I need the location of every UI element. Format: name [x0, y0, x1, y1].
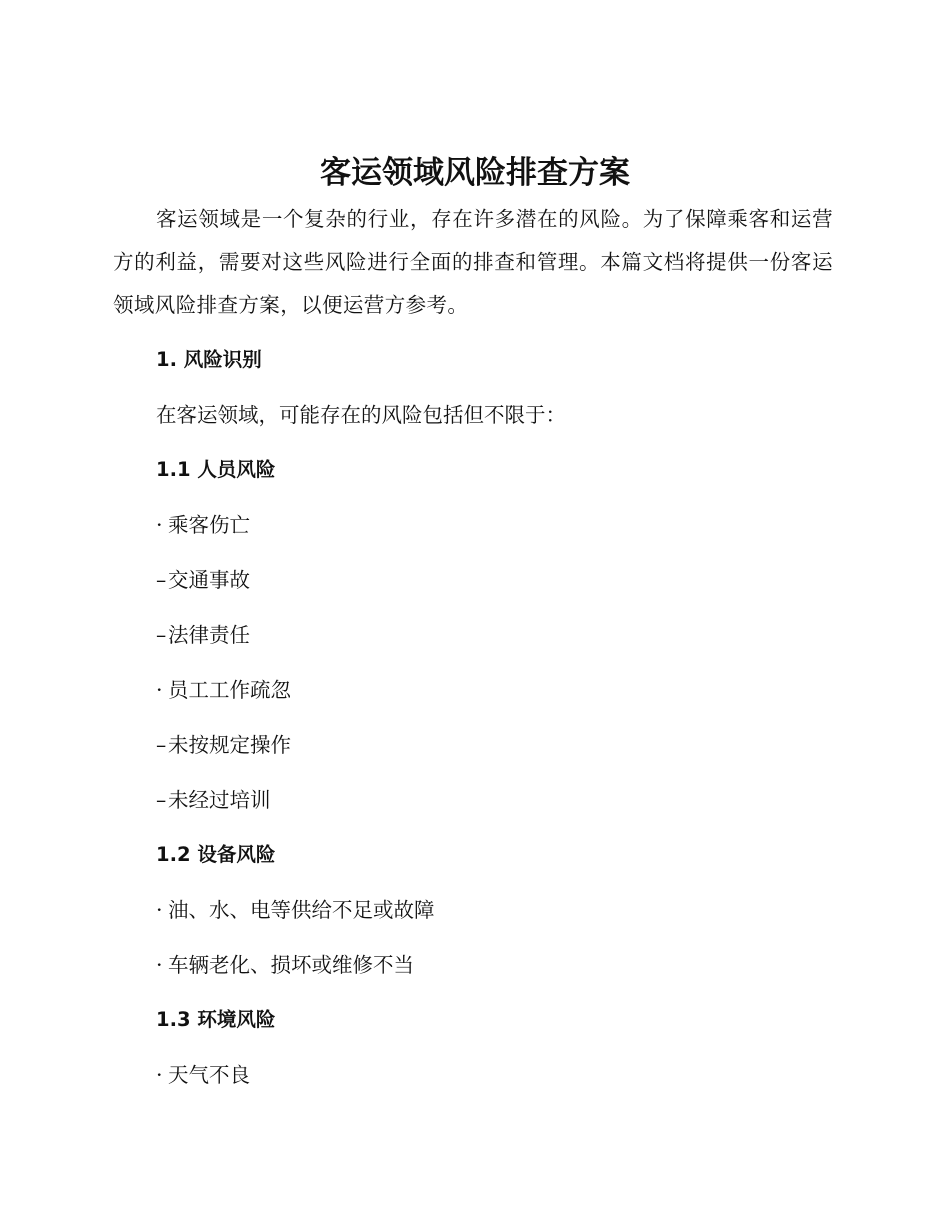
subsection-heading-equipment-risk: 1.2 设备风险: [156, 843, 276, 866]
section-heading-risk-identification: 1. 风险识别: [156, 348, 262, 371]
subsection-heading-environment-risk: 1.3 环境风险: [156, 1008, 276, 1031]
bullet-marker: ·: [156, 898, 163, 922]
list-item: [156, 565, 250, 595]
dash-marker: –: [156, 788, 167, 812]
section-lead-text: 在客运领域，可能存在的风险包括但不限于：: [156, 403, 566, 427]
list-item-text: 乘客伤亡: [168, 513, 250, 537]
bullet-marker: ·: [156, 953, 163, 977]
list-item-text: 法律责任: [168, 623, 250, 647]
list-item-text: 天气不良: [168, 1063, 250, 1087]
bullet-marker: ·: [156, 1063, 163, 1087]
list-item: [156, 675, 291, 705]
dash-marker: –: [156, 568, 167, 592]
bullet-marker: ·: [156, 513, 163, 537]
list-item: [156, 895, 435, 925]
list-item-text: 交通事故: [168, 568, 250, 592]
dash-marker: –: [156, 623, 167, 647]
list-item: [156, 730, 291, 760]
bullet-marker: ·: [156, 678, 163, 702]
list-item: [156, 785, 271, 815]
list-item: [156, 950, 414, 980]
document-title: 客运领域风险排查方案: [320, 155, 630, 191]
list-item-text: 未经过培训: [168, 788, 271, 812]
list-item: [156, 510, 250, 540]
list-item-text: 油、水、电等供给不足或故障: [168, 898, 435, 922]
intro-paragraph: 客运领域是一个复杂的行业，存在许多潜在的风险。为了保障乘客和运营方的利益，需要对这些风险进行全面的排查和管理。本篇文档将提供一份客运领域风险排查方案，以便运营方参考。: [113, 207, 833, 317]
list-item-text: 员工工作疏忽: [168, 678, 291, 702]
list-item: [156, 620, 250, 650]
dash-marker: –: [156, 733, 167, 757]
subsection-heading-personnel-risk: 1.1 人员风险: [156, 458, 276, 481]
list-item-text: 未按规定操作: [168, 733, 291, 757]
list-item: [156, 1060, 250, 1090]
list-item-text: 车辆老化、损坏或维修不当: [168, 953, 414, 977]
